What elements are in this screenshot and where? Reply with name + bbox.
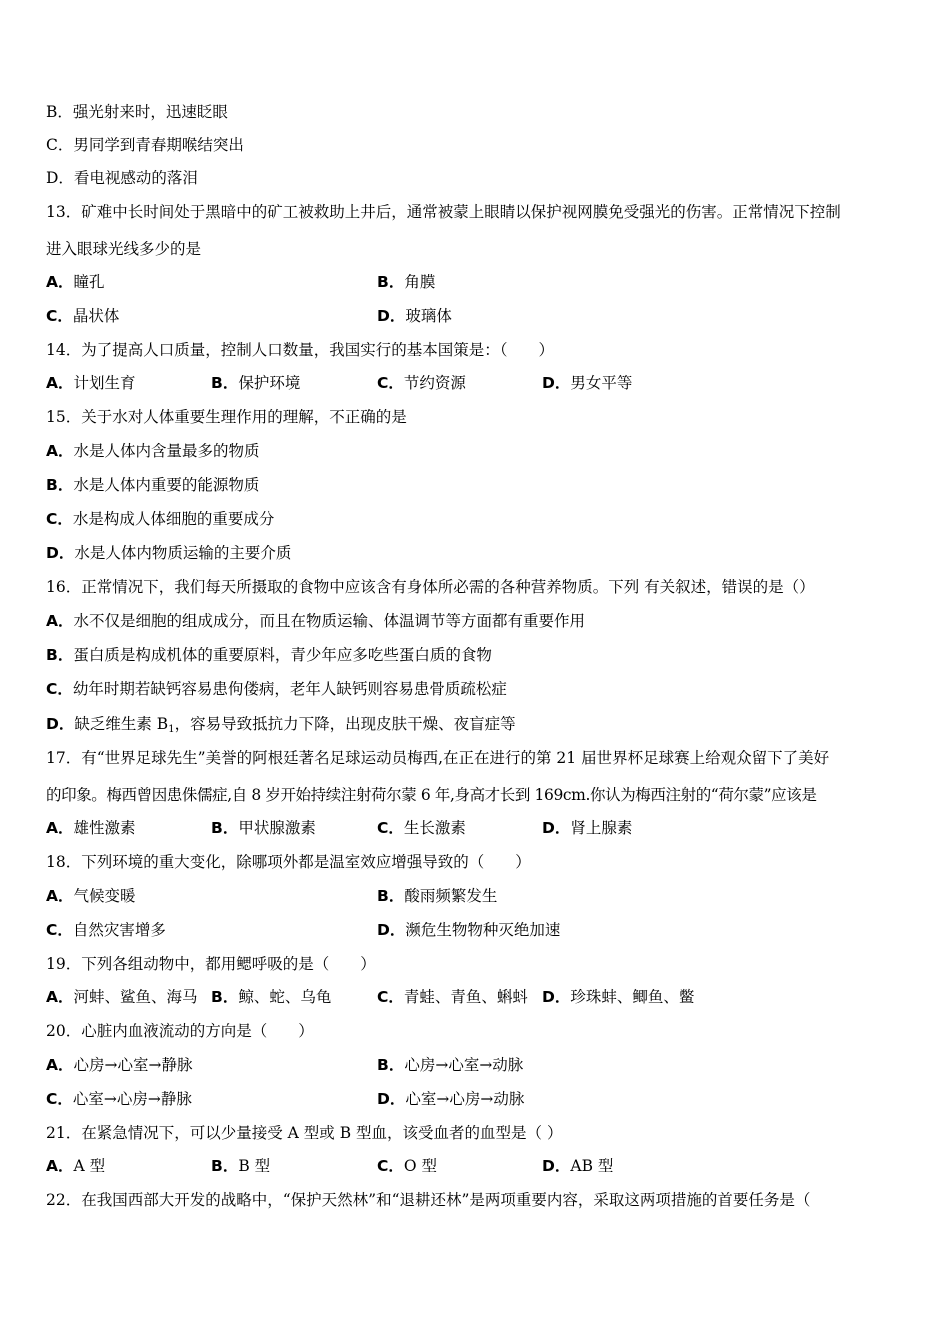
q19-option-d: D．珍珠蚌、鲫鱼、鳖 (542, 988, 695, 1006)
q18-option-c: C．自然灾害增多 (46, 921, 166, 939)
q19-option-c: C．青蛙、青鱼、蝌蚪 (377, 988, 528, 1006)
q15-option-b: B．水是人体内重要的能源物质 (46, 476, 260, 494)
q17-option-a: A．雄性激素 (46, 819, 136, 837)
q12-option-d: D．看电视感动的落泪 (46, 169, 198, 187)
q13-option-c: C．晶状体 (46, 307, 120, 325)
q14-option-c: C．节约资源 (377, 374, 466, 392)
q13-stem-line1: 13．矿难中长时间处于黑暗中的矿工被救助上井后，通常被蒙上眼睛以保护视网膜免受强光的伤害。正常情况下控制 (46, 203, 841, 221)
q20-option-a: A．心房→心室→静脉 (46, 1056, 193, 1074)
q17-stem-line2: 的印象。梅西曾因患侏儒症,自 8 岁开始持续注射荷尔蒙 6 年,身高才长到 169cm.你认为梅西注射的“荷尔蒙”应该是 (46, 786, 817, 804)
q18-stem: 18．下列环境的重大变化，除哪项外都是温室效应增强导致的（ ） (46, 853, 531, 871)
q15-stem: 15．关于水对人体重要生理作用的理解，不正确的是 (46, 408, 407, 426)
q15-option-d: D．水是人体内物质运输的主要介质 (46, 544, 292, 562)
q16-option-b: B．蛋白质是构成机体的重要原料，青少年应多吃些蛋白质的食物 (46, 646, 492, 664)
q18-option-d: D．濒危生物物种灭绝加速 (377, 921, 561, 939)
q21-option-c: C．O 型 (377, 1157, 438, 1175)
q20-option-c: C．心室→心房→静脉 (46, 1090, 192, 1108)
q19-option-b: B．鲸、蛇、乌龟 (211, 988, 332, 1006)
q16-stem: 16．正常情况下，我们每天所摄取的食物中应该含有身体所必需的各种营养物质。下列 有关叙述，错误的是（） (46, 578, 815, 596)
q18-option-a: A．气候变暖 (46, 887, 136, 905)
q20-stem: 20．心脏内血液流动的方向是（ ） (46, 1022, 314, 1040)
q18-option-b: B．酸雨频繁发生 (377, 887, 498, 905)
q12-option-b: B．强光射来时，迅速眨眼 (46, 103, 228, 121)
q21-option-a: A．A 型 (46, 1157, 106, 1175)
q17-option-b: B．甲状腺激素 (211, 819, 316, 837)
q19-stem: 19．下列各组动物中，都用鳃呼吸的是（ ） (46, 955, 376, 973)
q14-option-a: A．计划生育 (46, 374, 136, 392)
q14-option-d: D．男女平等 (542, 374, 633, 392)
q15-option-a: A．水是人体内含量最多的物质 (46, 442, 260, 460)
q22-stem: 22．在我国西部大开发的战略中，“保护天然林”和“退耕还林”是两项重要内容，采取这两项措施的首要任务是（ (46, 1191, 811, 1209)
q17-option-c: C．生长激素 (377, 819, 466, 837)
q14-option-b: B．保护环境 (211, 374, 301, 392)
q13-option-b: B．角膜 (377, 273, 436, 291)
q16-option-c: C．幼年时期若缺钙容易患佝偻病，老年人缺钙则容易患骨质疏松症 (46, 680, 507, 698)
q13-option-d: D．玻璃体 (377, 307, 452, 325)
q20-option-d: D．心室→心房→动脉 (377, 1090, 525, 1108)
q19-option-a: A．河蚌、鲨鱼、海马 (46, 988, 198, 1006)
q12-option-c: C．男同学到青春期喉结突出 (46, 136, 244, 154)
q21-option-b: B．B 型 (211, 1157, 271, 1175)
q17-stem-line1: 17．有“世界足球先生”美誉的阿根廷著名足球运动员梅西,在正在进行的第 21 届世界杯足球赛上给观众留下了美好 (46, 749, 830, 767)
q20-option-b: B．心房→心室→动脉 (377, 1056, 524, 1074)
q16-option-d: D．缺乏维生素 $B_1$，容易导致抵抗力下降，出现皮肤干燥、夜盲症等 (46, 715, 516, 735)
q15-option-c: C．水是构成人体细胞的重要成分 (46, 510, 275, 528)
q21-stem: 21．在紧急情况下，可以少量接受 A 型或 B 型血，该受血者的血型是（ ） (46, 1124, 563, 1142)
q17-option-d: D．肾上腺素 (542, 819, 633, 837)
q13-stem-line2: 进入眼球光线多少的是 (46, 240, 202, 258)
q21-option-d: D．AB 型 (542, 1157, 614, 1175)
q14-stem: 14．为了提高人口质量，控制人口数量，我国实行的基本国策是：（ ） (46, 341, 554, 359)
q13-option-a: A．瞳孔 (46, 273, 105, 291)
q16-option-a: A．水不仅是细胞的组成成分，而且在物质运输、体温调节等方面都有重要作用 (46, 612, 586, 630)
